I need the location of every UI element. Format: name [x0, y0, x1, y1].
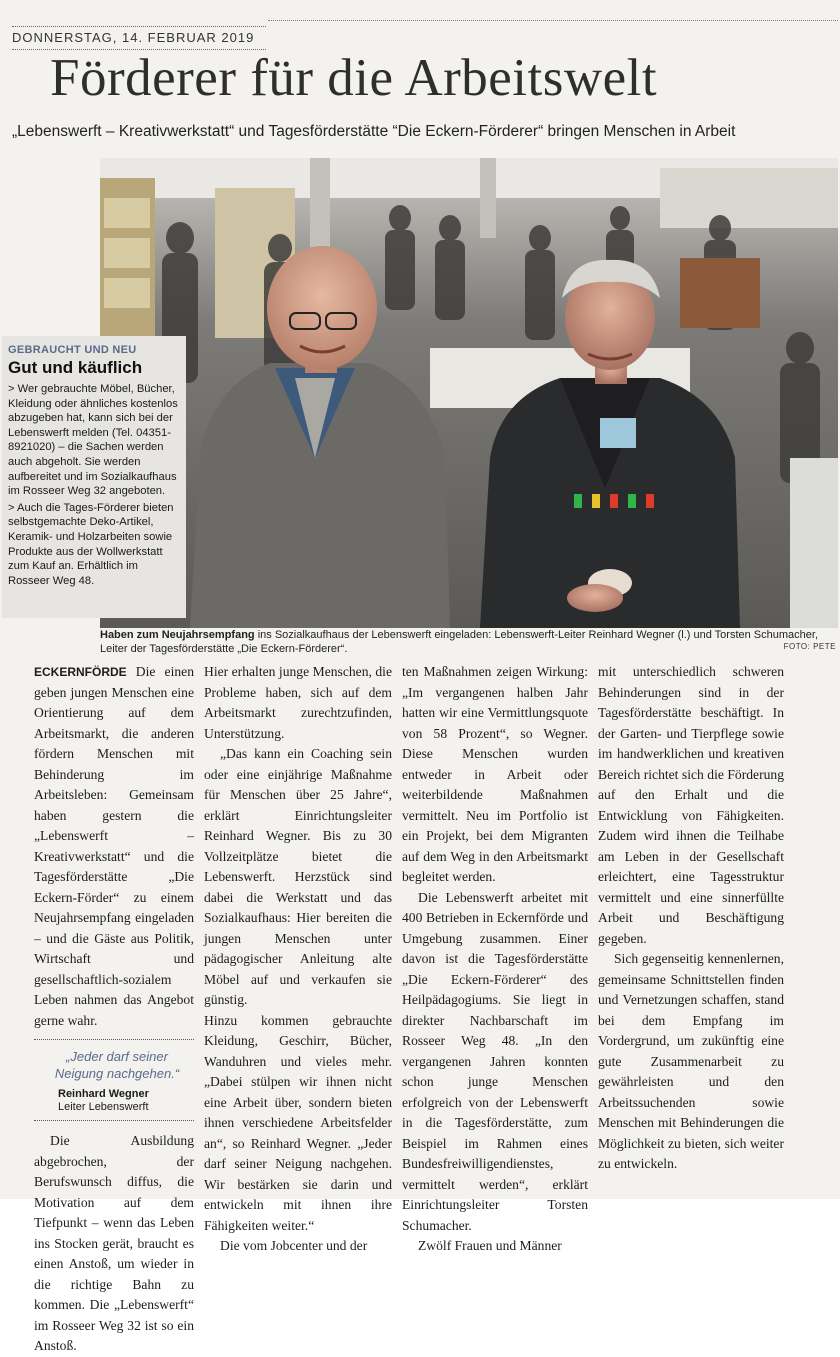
article-paragraph: Hier erhalten junge Menschen, die Probleme haben, sich auf dem Arbeitsmarkt zurechtzufinden, Unterstützung. — [204, 664, 392, 741]
article-column-1 — [34, 662, 194, 1353]
headline: Förderer für die Arbeitswelt — [50, 49, 658, 107]
article-paragraph: Zwölf Frauen und Männer — [418, 1238, 562, 1253]
sidebar-title: Gut und käuflich — [8, 358, 143, 377]
sidebar-kicker: GEBRAUCHT UND NEU — [8, 344, 137, 356]
photo-illustration — [100, 158, 838, 628]
article-paragraph: Die Ausbildung abgebrochen, der Berufswunsch diffus, die Motivation auf dem Tiefpunkt – wenn das Leben ins Stocken gerät, braucht es einen Anstoß, um wieder in die richtige Bahn zu kommen. Die „Lebenswerft“ im Rosseer Weg 32 ist so ein Anstoß. — [34, 1133, 194, 1353]
article-paragraph: Hinzu kommen gebrauchte Kleidung, Geschirr, Bücher, Wanduhren und vieles mehr. „Dabei stülpen wir ihnen nicht eine Arbeit über, sondern bieten ihnen verschiedene Arbeitsfelder an“, so Reinhard Wegner. „Jeder darf seiner Neigung nachgehen. Wir bestärken sie darin und entwickeln mit ihnen ihre Fähigkeiten weiter.“ — [204, 1012, 392, 1233]
article-column-3 — [402, 662, 588, 1253]
event-photo — [100, 158, 838, 628]
sidebar-paragraph: > Wer gebrauchte Möbel, Bücher, Kleidung oder ähnliches kostenlos abzugeben hat, kann sich bei der Lebenswerft melden (Tel. 04351-8921020) – die Sachen werden auch abgeholt. Sie werden aufbereitet und im Sozialkaufhaus im Rosseer Weg 32 angeboten. — [8, 383, 178, 498]
photo-credit: FOTO: PETE — [783, 642, 836, 651]
pull-quote — [34, 1039, 194, 1121]
article-paragraph: „Das kann ein Coaching sein oder eine einjährige Maßnahme für Menschen über 25 Jahre“, erklärt Einrichtungsleiter Reinhard Wegner. Bis zu 30 Vollzeitplätze bietet die Lebenswerft. Herzstück sind dabei die Werkstatt und das Sozialkaufhaus: Hier bereiten die jungen Menschen unter pädagogischer Anleitung alte Möbel auf und verkaufen sie günstig. — [204, 746, 392, 1007]
article-paragraph: Sich gegenseitig kennenlernen, gemeinsame Schnittstellen finden und Vernetzungen schaffen, stand bei dem Empfang im Vordergrund, um zukünftig eine gute Zusammenarbeit zu gewährleisten und den Arbeitssuchenden sowie Menschen mit Behinderungen die Möglichkeit zu bieten, sich weiter zu entwickeln. — [598, 951, 784, 1171]
article-paragraph: ten Maßnahmen zeigen Wirkung: „Im vergangenen halben Jahr hatten wir eine Vermittlungsquote von 58 Prozent“, so Wegner. Diese Menschen wurden entweder in Arbeit oder weiterbildende Maßnahmen vermittelt. Neu im Portfolio ist ein Projekt, bei dem Migranten auf dem Weg in den Arbeitsmarkt begleitet werden. — [402, 664, 588, 884]
pull-quote-name: Reinhard Wegner — [58, 1088, 149, 1100]
caption-text: ins Sozialkaufhaus der Lebenswerft eingeladen: Lebenswerft-Leiter Reinhard Wegner (l.) und Torsten Schumacher, Leiter der Tagesförderstätte „Die Eckern-Förderer“. — [100, 629, 819, 655]
sidebar-paragraph: > Auch die Tages-Förderer bieten selbstgemachte Deko-Artikel, Keramik- und Holzarbeiten sowie Produkte aus der Wollwerkstatt zum Kauf an. Erhältlich im Rosseer Weg 48. — [8, 501, 174, 587]
article-location: ECKERNFÖRDE — [34, 665, 127, 679]
article-column-4 — [598, 662, 784, 1171]
article-paragraph: Die vom Jobcenter und der — [220, 1238, 368, 1253]
top-rule — [268, 20, 838, 21]
article-paragraph: Die Lebenswerft arbeitet mit 400 Betrieben in Eckernförde und Umgebung zusammen. Einer davon ist die Tagesförderstätte „Die Eckern-Förderer“ des Heilpädagogiums. Sie liegt in direkter Nachbarschaft im Rosseer Weg 48. „In den vergangenen Jahren konnten schon junge Menschen erfolgreich von der Lebenswerft in die Tagesförderstätte, zum Beispiel im Rahmen eines Bundesfreiwilligendienstes, vermittelt werden“, erklärt Einrichtungsleiter Torsten Schumacher. — [402, 889, 588, 1233]
pull-quote-role: Leiter Lebenswerft — [58, 1101, 149, 1113]
photo-caption — [100, 628, 838, 658]
pull-quote-text: „Jeder darf seiner Neigung nachgehen.“ — [54, 1049, 180, 1081]
article-paragraph: ECKERNFÖRDE Die einen geben jungen Menschen eine Orientierung auf dem Arbeitsmarkt, die anderen fördern Menschen mit Behinderung im Arbeitsleben: Gemeinsam haben gestern die „Lebenswerft – Kreativwerkstatt“ und die Tagesförderstätte „Die Eckern-Förder“ zu einem Neujahrsempfang eingeladen – und die Gäste aus Politik, Wirtschaft und gesellschaftlich-sozialem Leben nahmen das Angebot gerne wahr. — [34, 664, 194, 1028]
caption-lead: Haben zum Neujahrsempfang — [100, 629, 255, 641]
article-column-2 — [204, 662, 392, 1253]
info-sidebar — [2, 336, 186, 618]
article-paragraph: mit unterschiedlich schweren Behinderungen sind in der Tagesförderstätte beschäftigt. In der Garten- und Tierpflege sowie im handwerklichen und kreativen Bereich richtet sich die Förderung auf den Erhalt und die Entwicklung von Fähigkeiten. Zudem wird ihnen die Teilhabe am Leben in der Gesellschaft erleichtert, eine Tagesstruktur vermittelt und eine sinnerfüllte Arbeit und Beschäftigung gegeben. — [598, 664, 784, 946]
dateline: DONNERSTAG, 14. FEBRUAR 2019 — [12, 26, 266, 50]
subheadline: „Lebenswerft – Kreativwerkstatt“ und Tagesförderstätte “Die Eckern-Förderer“ bringen Menschen in Arbeit — [12, 123, 736, 140]
